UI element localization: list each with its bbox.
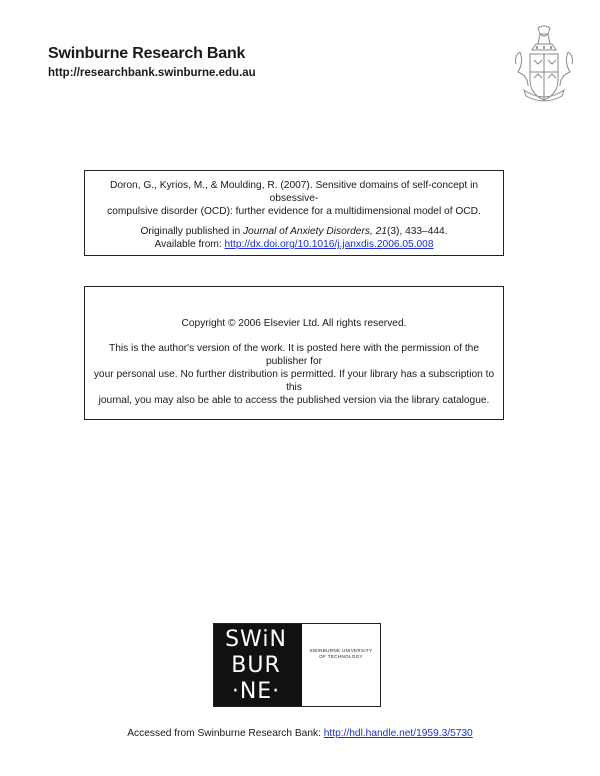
rights-line-3: journal, you may also be able to access the published version via the library catalogue. <box>98 395 490 406</box>
university-crest-icon <box>514 24 574 110</box>
doi-link[interactable]: http://dx.doi.org/10.1016/j.janxdis.2006.05.008 <box>224 239 434 250</box>
issue-pages: (3), 433–444. <box>386 226 448 237</box>
available-prefix: Available from: <box>154 239 225 250</box>
copyright-line: Copyright © 2006 Elsevier Ltd. All rights reserved. <box>181 318 407 329</box>
logo-wordmark <box>214 624 298 706</box>
published-line <box>95 225 493 238</box>
rights-line-2: your personal use. No further distribution is permitted. If your library has a subscription to this <box>93 369 495 393</box>
logo-university-name <box>306 648 376 660</box>
copyright-box <box>84 286 504 420</box>
logo-line-1: SWiN <box>225 627 287 652</box>
citation-box <box>84 170 504 256</box>
footer-access-line <box>0 728 600 739</box>
swinburne-logo <box>213 623 381 707</box>
citation-line-1: Doron, G., Kyrios, M., & Moulding, R. (2007). Sensitive domains of self-concept in obsessive- <box>109 180 479 204</box>
logo-line-3: ·NE· <box>231 679 281 704</box>
rights-line-1: This is the author's version of the work. It is posted here with the permission of the publisher for <box>108 343 479 367</box>
handle-link[interactable]: http://hdl.handle.net/1959.3/5730 <box>323 728 473 739</box>
citation-line-2: compulsive disorder (OCD): further evidence for a multidimensional model of OCD. <box>107 206 481 217</box>
logo-divider <box>298 624 302 706</box>
available-line <box>95 238 493 251</box>
logo-text-1: SWINBURNE UNIVERSITY <box>309 648 373 653</box>
footer-prefix: Accessed from Swinburne Research Bank: <box>127 728 324 739</box>
published-prefix: Originally published in <box>140 226 243 237</box>
journal-name: Journal of Anxiety Disorders, 21 <box>242 226 387 237</box>
logo-line-2: BUR <box>231 653 281 678</box>
repository-title: Swinburne Research Bank <box>48 45 246 62</box>
logo-text-2: OF TECHNOLOGY <box>319 654 363 659</box>
repository-url[interactable]: http://researchbank.swinburne.edu.au <box>48 67 256 79</box>
